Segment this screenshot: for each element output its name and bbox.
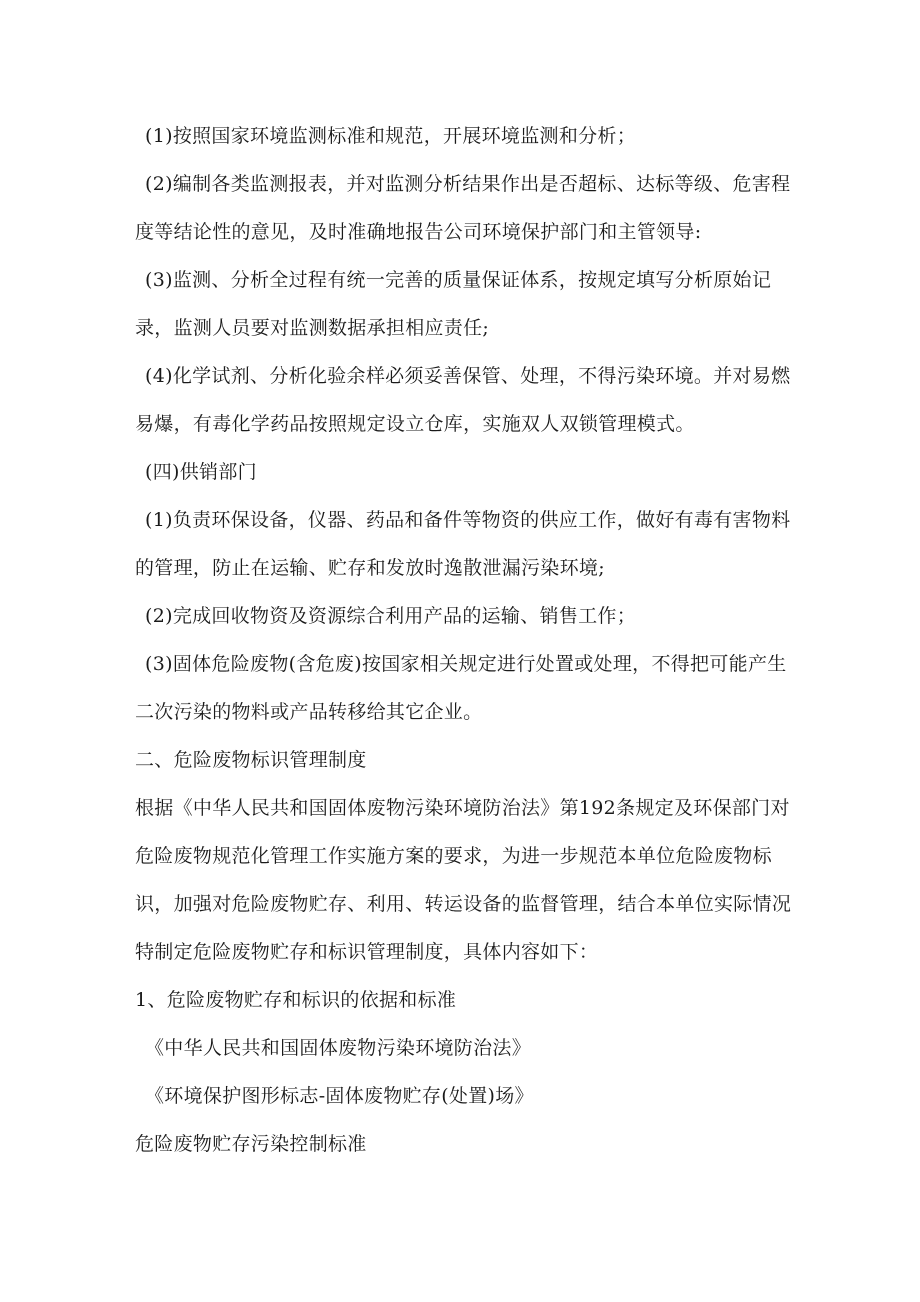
subheading-storage-basis: 1、危险废物贮存和标识的依据和标准 — [135, 989, 457, 1011]
paragraph-monitoring-4: (4)化学试剂、分析化验余样必须妥善保管、处理，不得污染环境。并对易燃易爆，有毒化学药品按照规定设立仓库，实施双人双锁管理模式。 — [135, 365, 791, 435]
paragraph-monitoring-2: (2)编制各类监测报表，并对监测分析结果作出是否超标、达标等级、危害程度等结论性的意见，及时准确地报告公司环境保护部门和主管领导: — [135, 173, 791, 243]
paragraph-supply-1: (1)负责环保设备，仪器、药品和备件等物资的供应工作，做好有毒有害物料的管理，防止在运输、贮存和发放时逸散泄漏污染环境; — [135, 509, 791, 579]
section-heading-hazardous-waste: 二、危险废物标识管理制度 — [135, 749, 367, 771]
reference-storage-standard: 危险废物贮存污染控制标准 — [135, 1133, 367, 1155]
paragraph-monitoring-1: (1)按照国家环境监测标准和规范，开展环境监测和分析； — [145, 125, 637, 147]
reference-solid-waste-law: 《中华人民共和国固体废物污染环境防治法》 — [145, 1037, 532, 1059]
paragraph-legal-basis: 根据《中华人民共和国固体废物污染环境防治法》第192条规定及环保部门对危险废物规范化管理工作实施方案的要求，为进一步规范本单位危险废物标识，加强对危险废物贮存、利用、转运设备的监督管理，结合本单位实际情况特制定危险废物贮存和标识管理制度，具体内容如下： — [135, 797, 792, 963]
paragraph-monitoring-3: (3)监测、分析全过程有统一完善的质量保证体系，按规定填写分析原始记录，监测人员要对监测数据承担相应责任; — [135, 269, 772, 339]
section-heading-supply-dept: (四)供销部门 — [145, 461, 257, 483]
paragraph-supply-3: (3)固体危险废物(含危废)按国家相关规定进行处置或处理，不得把可能产生二次污染的物料或产品转移给其它企业。 — [135, 653, 787, 723]
paragraph-supply-2: (2)完成回收物资及资源综合利用产品的运输、销售工作； — [145, 605, 637, 627]
reference-graphic-signs: 《环境保护图形标志-固体废物贮存(处置)场》 — [145, 1085, 534, 1107]
